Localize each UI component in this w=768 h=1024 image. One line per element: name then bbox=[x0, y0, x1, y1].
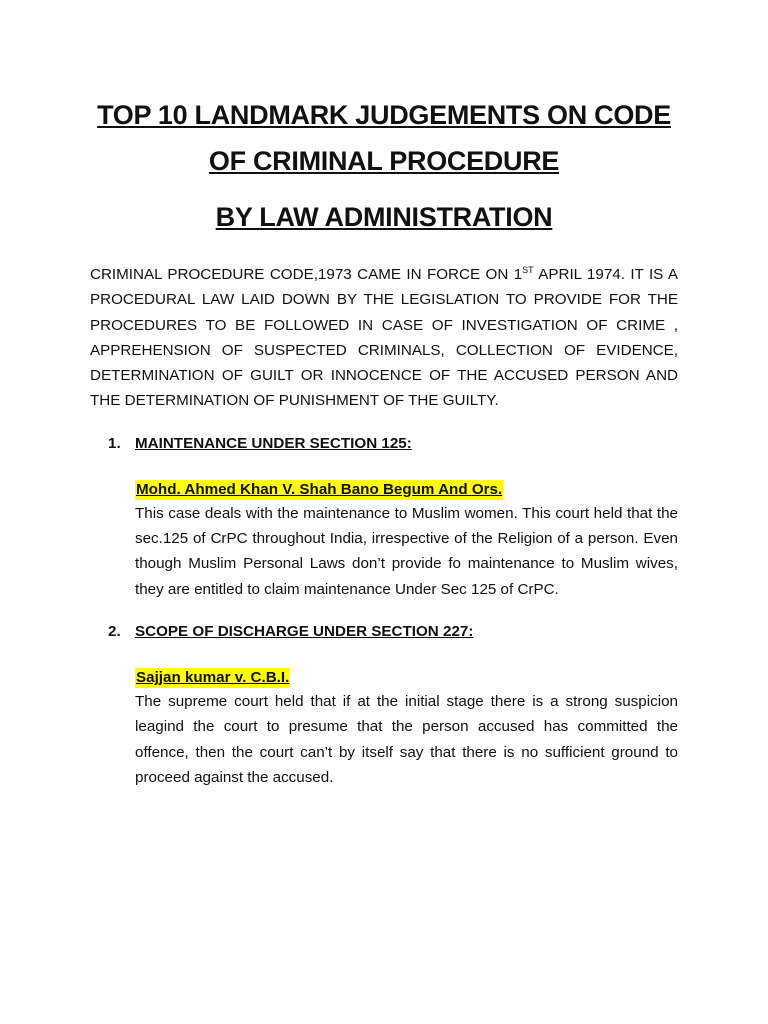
section-heading-text: SCOPE OF DISCHARGE UNDER SECTION 227: bbox=[135, 622, 474, 640]
document-title-line-2: OF CRIMINAL PROCEDURE bbox=[208, 146, 560, 176]
section-number: 2. bbox=[108, 622, 121, 640]
case-description: The supreme court held that if at the initial stage there is a strong suspicion leagind the court to presume that the person accused has committed the offence, then the court can’t by itself say that there is no sufficient ground to proceed against the accused. bbox=[135, 692, 678, 786]
intro-superscript: ST bbox=[522, 264, 534, 275]
section-heading bbox=[108, 432, 678, 456]
section-number: 1. bbox=[108, 434, 121, 452]
case-block bbox=[135, 480, 678, 602]
document-subtitle: BY LAW ADMINISTRATION bbox=[215, 202, 553, 232]
case-name-highlighted: Mohd. Ahmed Khan V. Shah Bano Begum And Ors. bbox=[136, 480, 503, 498]
case-name-highlighted: Sajjan kumar v. C.B.I. bbox=[136, 668, 290, 686]
intro-paragraph bbox=[90, 262, 678, 414]
document-title-line-1: TOP 10 LANDMARK JUDGEMENTS ON CODE bbox=[97, 100, 671, 130]
intro-text-part-2: APRIL 1974. IT IS A PROCEDURAL LAW LAID DOWN BY THE LEGISLATION TO PROVIDE FOR THE PROCEDURES TO BE FOLLOWED IN CASE OF INVESTIGATION OF CRIME , APPREHENSION OF SUSPECTED CRIMINALS, COLLECTION OF EVIDENCE, DETERMINATION OF GUILT OR INNOCENCE OF THE ACCUSED PERSON AND THE DETERMINATION OF PUNISHMENT OF THE GUILTY. bbox=[90, 266, 678, 410]
case-description: This case deals with the maintenance to Muslim women. This court held that the sec.125 of CrPC throughout India, irrespective of the Religion of a person. Even though Muslim Personal Laws don’t provide fo maintenance to Muslim wives, they are entitled to claim maintenance Under Sec 125 of CrPC. bbox=[135, 504, 678, 598]
section-heading bbox=[108, 620, 678, 644]
section-1 bbox=[90, 432, 678, 602]
section-heading-text: MAINTENANCE UNDER SECTION 125: bbox=[135, 434, 412, 452]
title-block bbox=[90, 0, 678, 240]
intro-text-part-1: CRIMINAL PROCEDURE CODE,1973 CAME IN FORCE ON 1 bbox=[90, 266, 523, 283]
case-block bbox=[135, 668, 678, 790]
section-2 bbox=[90, 620, 678, 790]
